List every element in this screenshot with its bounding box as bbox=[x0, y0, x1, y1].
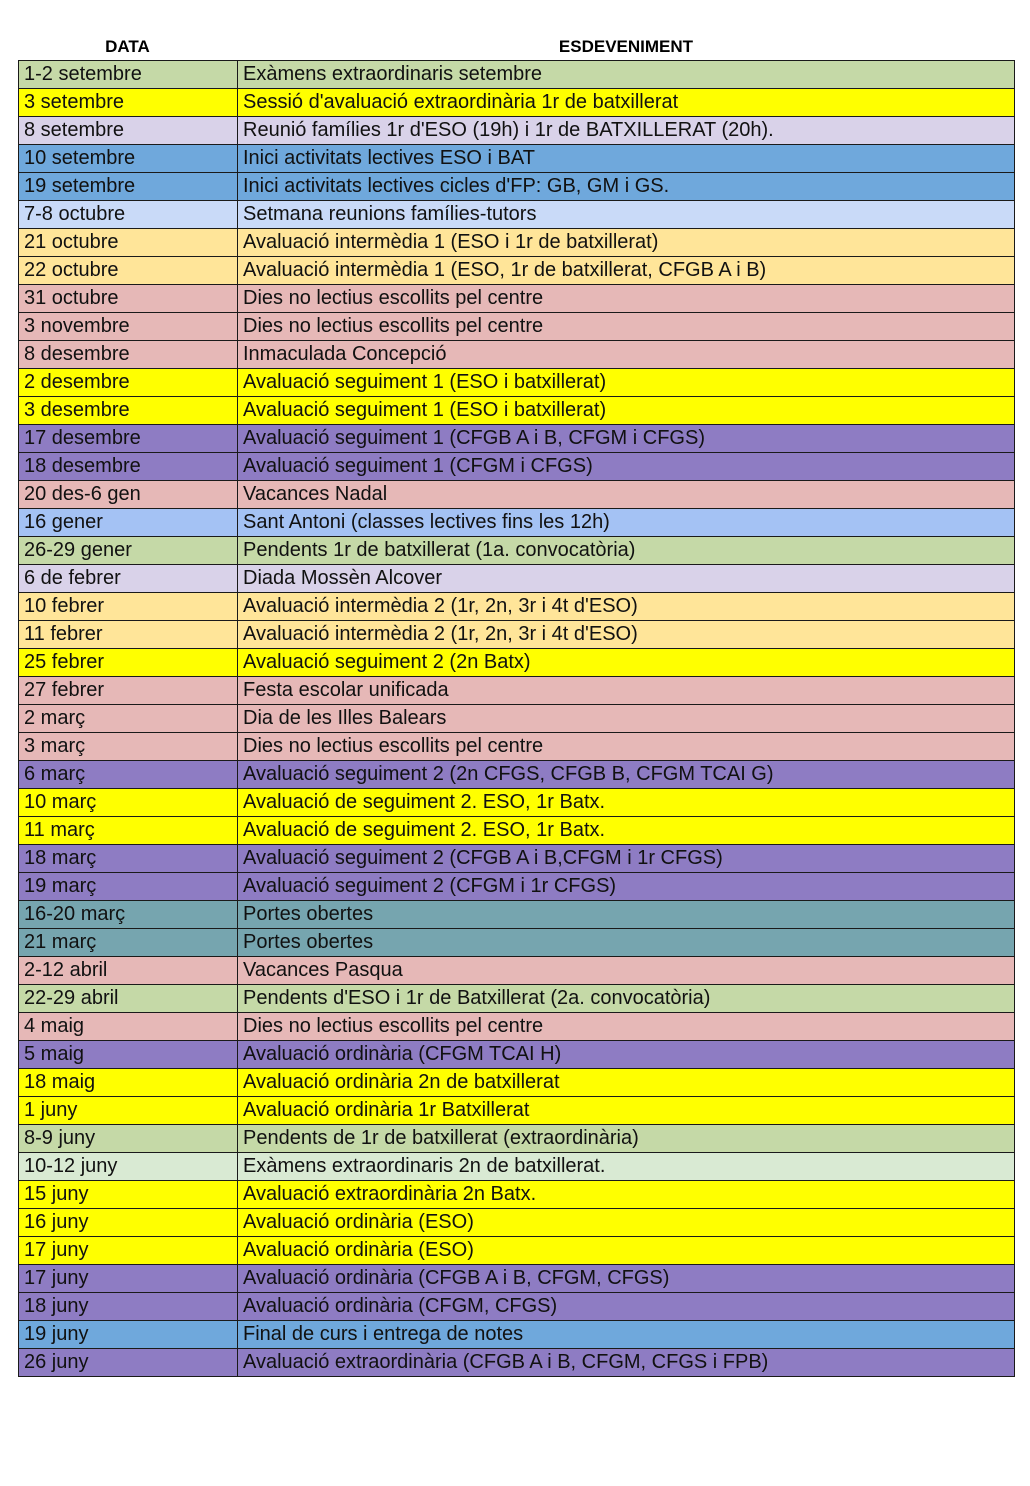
date-cell: 22-29 abril bbox=[19, 985, 238, 1013]
event-cell: Pendents 1r de batxillerat (1a. convocatòria) bbox=[238, 537, 1015, 565]
table-row bbox=[19, 1181, 1015, 1209]
event-cell: Avaluació ordinària (ESO) bbox=[238, 1209, 1015, 1237]
date-cell: 7-8 octubre bbox=[19, 201, 238, 229]
event-cell: Pendents de 1r de batxillerat (extraordinària) bbox=[238, 1125, 1015, 1153]
date-cell: 19 setembre bbox=[19, 173, 238, 201]
date-cell: 19 juny bbox=[19, 1321, 238, 1349]
date-cell: 18 maig bbox=[19, 1069, 238, 1097]
date-cell: 2 desembre bbox=[19, 369, 238, 397]
table-row bbox=[19, 117, 1015, 145]
table-row bbox=[19, 1153, 1015, 1181]
table-row bbox=[19, 425, 1015, 453]
event-cell: Portes obertes bbox=[238, 901, 1015, 929]
date-cell: 5 maig bbox=[19, 1041, 238, 1069]
date-cell: 10-12 juny bbox=[19, 1153, 238, 1181]
event-cell: Inmaculada Concepció bbox=[238, 341, 1015, 369]
table-row bbox=[19, 761, 1015, 789]
event-cell: Avaluació seguiment 1 (CFGM i CFGS) bbox=[238, 453, 1015, 481]
table-row bbox=[19, 901, 1015, 929]
event-cell: Exàmens extraordinaris 2n de batxillerat. bbox=[238, 1153, 1015, 1181]
event-cell: Portes obertes bbox=[238, 929, 1015, 957]
event-cell: Avaluació seguiment 2 (CFGB A i B,CFGM i 1r CFGS) bbox=[238, 845, 1015, 873]
table-row bbox=[19, 677, 1015, 705]
date-cell: 31 octubre bbox=[19, 285, 238, 313]
date-cell: 26-29 gener bbox=[19, 537, 238, 565]
date-cell: 8 desembre bbox=[19, 341, 238, 369]
event-cell: Dia de les Illes Balears bbox=[238, 705, 1015, 733]
date-cell: 10 setembre bbox=[19, 145, 238, 173]
event-cell: Diada Mossèn Alcover bbox=[238, 565, 1015, 593]
table-row bbox=[19, 1349, 1015, 1377]
event-cell: Avaluació de seguiment 2. ESO, 1r Batx. bbox=[238, 789, 1015, 817]
date-cell: 21 octubre bbox=[19, 229, 238, 257]
table-row bbox=[19, 649, 1015, 677]
table-row bbox=[19, 845, 1015, 873]
date-cell: 16 gener bbox=[19, 509, 238, 537]
table-row bbox=[19, 929, 1015, 957]
date-cell: 16-20 març bbox=[19, 901, 238, 929]
event-cell: Avaluació ordinària 2n de batxillerat bbox=[238, 1069, 1015, 1097]
date-cell: 2 març bbox=[19, 705, 238, 733]
date-cell: 18 desembre bbox=[19, 453, 238, 481]
date-cell: 11 febrer bbox=[19, 621, 238, 649]
table-row bbox=[19, 61, 1015, 89]
date-cell: 8-9 juny bbox=[19, 1125, 238, 1153]
event-cell: Avaluació seguiment 1 (ESO i batxillerat) bbox=[238, 369, 1015, 397]
event-cell: Sessió d'avaluació extraordinària 1r de batxillerat bbox=[238, 89, 1015, 117]
table-row bbox=[19, 1069, 1015, 1097]
event-cell: Pendents d'ESO i 1r de Batxillerat (2a. convocatòria) bbox=[238, 985, 1015, 1013]
table-header bbox=[18, 33, 1015, 60]
event-cell: Inici activitats lectives cicles d'FP: GB, GM i GS. bbox=[238, 173, 1015, 201]
event-cell: Avaluació intermèdia 2 (1r, 2n, 3r i 4t d'ESO) bbox=[238, 621, 1015, 649]
date-cell: 3 desembre bbox=[19, 397, 238, 425]
date-cell: 25 febrer bbox=[19, 649, 238, 677]
event-cell: Avaluació ordinària (CFGM TCAI H) bbox=[238, 1041, 1015, 1069]
event-cell: Avaluació ordinària (ESO) bbox=[238, 1237, 1015, 1265]
event-cell: Dies no lectius escollits pel centre bbox=[238, 313, 1015, 341]
table-row bbox=[19, 1013, 1015, 1041]
table-row bbox=[19, 1041, 1015, 1069]
table-row bbox=[19, 257, 1015, 285]
date-cell: 17 juny bbox=[19, 1237, 238, 1265]
table-row bbox=[19, 1209, 1015, 1237]
table-row bbox=[19, 873, 1015, 901]
table-row bbox=[19, 1125, 1015, 1153]
table-row bbox=[19, 733, 1015, 761]
table-row bbox=[19, 705, 1015, 733]
table-row bbox=[19, 1237, 1015, 1265]
date-cell: 18 març bbox=[19, 845, 238, 873]
events-table bbox=[18, 60, 1015, 1377]
event-cell: Avaluació extraordinària (CFGB A i B, CFGM, CFGS i FPB) bbox=[238, 1349, 1015, 1377]
event-cell: Dies no lectius escollits pel centre bbox=[238, 1013, 1015, 1041]
event-cell: Avaluació seguiment 2 (2n Batx) bbox=[238, 649, 1015, 677]
event-cell: Avaluació intermèdia 1 (ESO, 1r de batxillerat, CFGB A i B) bbox=[238, 257, 1015, 285]
calendar-sheet bbox=[18, 33, 1015, 1377]
event-cell: Avaluació seguiment 2 (CFGM i 1r CFGS) bbox=[238, 873, 1015, 901]
table-row bbox=[19, 453, 1015, 481]
table-row bbox=[19, 1321, 1015, 1349]
event-cell: Avaluació ordinària (CFGB A i B, CFGM, CFGS) bbox=[238, 1265, 1015, 1293]
event-cell: Festa escolar unificada bbox=[238, 677, 1015, 705]
date-cell: 10 febrer bbox=[19, 593, 238, 621]
table-row bbox=[19, 341, 1015, 369]
event-cell: Avaluació de seguiment 2. ESO, 1r Batx. bbox=[238, 817, 1015, 845]
date-cell: 3 setembre bbox=[19, 89, 238, 117]
date-cell: 6 març bbox=[19, 761, 238, 789]
event-cell: Avaluació seguiment 1 (ESO i batxillerat) bbox=[238, 397, 1015, 425]
table-row bbox=[19, 369, 1015, 397]
event-cell: Dies no lectius escollits pel centre bbox=[238, 733, 1015, 761]
date-cell: 17 desembre bbox=[19, 425, 238, 453]
date-cell: 3 març bbox=[19, 733, 238, 761]
table-row bbox=[19, 565, 1015, 593]
event-cell: Avaluació ordinària (CFGM, CFGS) bbox=[238, 1293, 1015, 1321]
table-row bbox=[19, 285, 1015, 313]
table-row bbox=[19, 1293, 1015, 1321]
table-row bbox=[19, 537, 1015, 565]
date-cell: 20 des-6 gen bbox=[19, 481, 238, 509]
date-cell: 6 de febrer bbox=[19, 565, 238, 593]
date-cell: 17 juny bbox=[19, 1265, 238, 1293]
table-row bbox=[19, 1097, 1015, 1125]
table-row bbox=[19, 593, 1015, 621]
date-cell: 4 maig bbox=[19, 1013, 238, 1041]
event-cell: Dies no lectius escollits pel centre bbox=[238, 285, 1015, 313]
date-cell: 15 juny bbox=[19, 1181, 238, 1209]
date-cell: 16 juny bbox=[19, 1209, 238, 1237]
table-row bbox=[19, 201, 1015, 229]
table-row bbox=[19, 89, 1015, 117]
header-event: ESDEVENIMENT bbox=[558, 37, 694, 56]
date-cell: 1 juny bbox=[19, 1097, 238, 1125]
table-row bbox=[19, 957, 1015, 985]
table-row bbox=[19, 397, 1015, 425]
event-cell: Avaluació seguiment 1 (CFGB A i B, CFGM i CFGS) bbox=[238, 425, 1015, 453]
date-cell: 11 març bbox=[19, 817, 238, 845]
table-row bbox=[19, 313, 1015, 341]
event-cell: Vacances Nadal bbox=[238, 481, 1015, 509]
table-row bbox=[19, 229, 1015, 257]
date-cell: 2-12 abril bbox=[19, 957, 238, 985]
date-cell: 3 novembre bbox=[19, 313, 238, 341]
event-cell: Exàmens extraordinaris setembre bbox=[238, 61, 1015, 89]
table-row bbox=[19, 985, 1015, 1013]
event-cell: Sant Antoni (classes lectives fins les 12h) bbox=[238, 509, 1015, 537]
date-cell: 8 setembre bbox=[19, 117, 238, 145]
date-cell: 19 març bbox=[19, 873, 238, 901]
event-cell: Avaluació seguiment 2 (2n CFGS, CFGB B, CFGM TCAI G) bbox=[238, 761, 1015, 789]
event-cell: Reunió famílies 1r d'ESO (19h) i 1r de BATXILLERAT (20h). bbox=[238, 117, 1015, 145]
header-date: DATA bbox=[105, 37, 150, 56]
date-cell: 18 juny bbox=[19, 1293, 238, 1321]
date-cell: 10 març bbox=[19, 789, 238, 817]
table-row bbox=[19, 621, 1015, 649]
event-cell: Inici activitats lectives ESO i BAT bbox=[238, 145, 1015, 173]
table-row bbox=[19, 509, 1015, 537]
event-cell: Avaluació ordinària 1r Batxillerat bbox=[238, 1097, 1015, 1125]
event-cell: Final de curs i entrega de notes bbox=[238, 1321, 1015, 1349]
table-row bbox=[19, 145, 1015, 173]
date-cell: 22 octubre bbox=[19, 257, 238, 285]
event-cell: Avaluació intermèdia 2 (1r, 2n, 3r i 4t d'ESO) bbox=[238, 593, 1015, 621]
table-row bbox=[19, 1265, 1015, 1293]
table-row bbox=[19, 789, 1015, 817]
event-cell: Avaluació extraordinària 2n Batx. bbox=[238, 1181, 1015, 1209]
table-row bbox=[19, 481, 1015, 509]
table-row bbox=[19, 817, 1015, 845]
event-cell: Avaluació intermèdia 1 (ESO i 1r de batxillerat) bbox=[238, 229, 1015, 257]
date-cell: 1-2 setembre bbox=[19, 61, 238, 89]
date-cell: 21 març bbox=[19, 929, 238, 957]
date-cell: 27 febrer bbox=[19, 677, 238, 705]
date-cell: 26 juny bbox=[19, 1349, 238, 1377]
table-row bbox=[19, 173, 1015, 201]
event-cell: Vacances Pasqua bbox=[238, 957, 1015, 985]
event-cell: Setmana reunions famílies-tutors bbox=[238, 201, 1015, 229]
